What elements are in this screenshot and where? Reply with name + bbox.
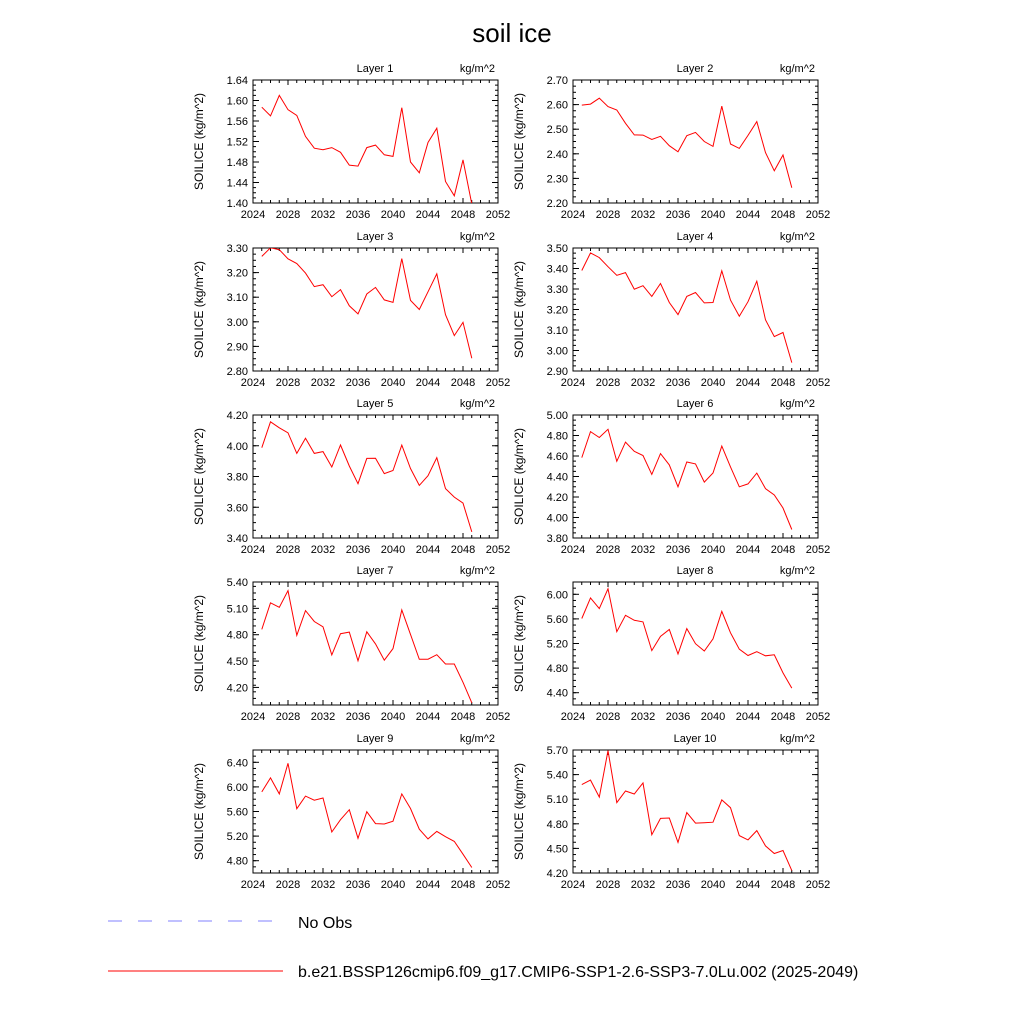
x-tick-label: 2048 [450, 377, 476, 389]
x-tick-label: 2028 [275, 377, 301, 389]
y-tick-label: 5.10 [546, 794, 568, 807]
y-tick-label: 2.40 [546, 148, 568, 161]
y-tick-label: 5.60 [226, 806, 248, 819]
y-tick-label: 5.60 [546, 613, 568, 626]
x-tick-label: 2052 [805, 544, 831, 556]
x-tick-label: 2044 [415, 209, 441, 221]
y-tick-label: 2.80 [226, 366, 248, 378]
y-axis-label: SOILICE (kg/m^2) [512, 93, 526, 190]
x-tick-label: 2048 [450, 879, 476, 891]
panel-layer-9 [192, 733, 510, 891]
x-tick-label: 2044 [415, 544, 441, 556]
y-tick-label: 1.40 [226, 198, 248, 210]
y-tick-label: 6.00 [546, 589, 568, 602]
y-tick-label: 3.40 [546, 263, 568, 276]
x-tick-label: 2032 [630, 711, 656, 723]
series-line-model [262, 591, 472, 703]
y-tick-label: 5.00 [546, 410, 568, 422]
y-tick-label: 3.60 [226, 502, 248, 515]
series-line-model [262, 95, 472, 204]
x-tick-label: 2044 [735, 711, 761, 723]
x-tick-label: 2044 [735, 209, 761, 221]
plot-frame [573, 415, 818, 538]
y-tick-label: 3.80 [546, 533, 568, 545]
x-tick-label: 2028 [595, 711, 621, 723]
x-tick-label: 2044 [735, 879, 761, 891]
x-tick-label: 2032 [630, 209, 656, 221]
y-tick-label: 2.50 [546, 124, 568, 137]
y-tick-label: 3.20 [226, 267, 248, 280]
y-tick-label: 2.90 [546, 366, 568, 378]
y-tick-label: 5.20 [226, 831, 248, 844]
y-tick-label: 4.80 [546, 430, 568, 443]
plot-frame [573, 248, 818, 371]
x-tick-label: 2024 [240, 544, 266, 556]
x-tick-label: 2028 [275, 879, 301, 891]
series-line-model [582, 589, 792, 688]
x-tick-label: 2028 [275, 544, 301, 556]
y-tick-label: 6.00 [226, 781, 248, 794]
y-tick-label: 4.20 [546, 868, 568, 880]
x-tick-label: 2048 [450, 209, 476, 221]
series-line-model [262, 422, 472, 532]
x-tick-label: 2044 [415, 377, 441, 389]
y-tick-label: 3.50 [546, 243, 568, 255]
x-tick-label: 2028 [595, 879, 621, 891]
panel-layer-4 [512, 231, 830, 389]
legend [108, 915, 858, 981]
y-tick-label: 4.80 [226, 629, 248, 642]
panel-units: kg/m^2 [459, 733, 495, 745]
panel-layer-7 [192, 565, 510, 723]
x-tick-label: 2048 [770, 711, 796, 723]
x-tick-label: 2032 [310, 711, 336, 723]
x-tick-label: 2024 [240, 209, 266, 221]
x-tick-label: 2032 [310, 544, 336, 556]
x-tick-label: 2044 [735, 377, 761, 389]
y-tick-label: 3.10 [226, 292, 248, 305]
series-line-model [582, 429, 792, 529]
y-tick-label: 2.90 [226, 341, 248, 354]
plot-frame [253, 415, 498, 538]
y-tick-label: 2.30 [546, 173, 568, 186]
y-tick-label: 5.40 [546, 769, 568, 782]
y-axis-label: SOILICE (kg/m^2) [512, 595, 526, 692]
legend-label-obs: No Obs [298, 915, 353, 932]
y-axis-label: SOILICE (kg/m^2) [512, 763, 526, 860]
y-tick-label: 3.00 [226, 316, 248, 329]
x-tick-label: 2052 [485, 711, 511, 723]
panel-layer-8 [512, 565, 830, 723]
x-tick-label: 2040 [380, 209, 406, 221]
series-line-model [582, 253, 792, 363]
panel-units: kg/m^2 [459, 398, 495, 410]
x-tick-label: 2028 [595, 377, 621, 389]
series-line-model [262, 248, 472, 358]
y-tick-label: 1.64 [226, 75, 248, 87]
panel-units: kg/m^2 [779, 398, 815, 410]
y-tick-label: 4.50 [546, 843, 568, 856]
panel-title: Layer 6 [676, 398, 714, 410]
y-tick-label: 2.20 [546, 198, 568, 210]
x-tick-label: 2032 [630, 377, 656, 389]
panel-title: Layer 8 [676, 565, 714, 577]
x-tick-label: 2048 [770, 879, 796, 891]
x-tick-label: 2028 [595, 209, 621, 221]
panel-title: Layer 5 [356, 398, 394, 410]
series-line-model [582, 98, 792, 188]
x-tick-label: 2032 [630, 544, 656, 556]
x-tick-label: 2036 [665, 209, 691, 221]
y-axis-label: SOILICE (kg/m^2) [192, 93, 206, 190]
y-tick-label: 1.44 [226, 177, 248, 190]
x-tick-label: 2048 [450, 711, 476, 723]
panel-title: Layer 10 [673, 733, 717, 745]
legend-label-model: b.e21.BSSP126cmip6.f09_g17.CMIP6-SSP1-2.6-SSP3-7.0Lu.002 (2025-2049) [298, 964, 859, 981]
panel-layer-5 [192, 398, 510, 556]
y-tick-label: 3.40 [226, 533, 248, 545]
plot-frame [253, 248, 498, 371]
x-tick-label: 2032 [310, 377, 336, 389]
x-tick-label: 2040 [380, 544, 406, 556]
y-tick-label: 1.48 [226, 157, 248, 169]
x-tick-label: 2048 [770, 209, 796, 221]
y-tick-label: 2.70 [546, 75, 568, 87]
y-axis-label: SOILICE (kg/m^2) [512, 261, 526, 358]
x-tick-label: 2040 [700, 544, 726, 556]
panel-layer-1 [192, 63, 510, 221]
y-tick-label: 4.80 [226, 855, 248, 868]
y-axis-label: SOILICE (kg/m^2) [192, 261, 206, 358]
x-tick-label: 2032 [630, 879, 656, 891]
x-tick-label: 2044 [415, 711, 441, 723]
panels [192, 63, 830, 891]
y-tick-label: 3.30 [546, 284, 568, 296]
x-tick-label: 2024 [560, 544, 586, 556]
y-tick-label: 4.80 [546, 663, 568, 676]
x-tick-label: 2052 [485, 879, 511, 891]
y-tick-label: 4.50 [226, 656, 248, 669]
x-tick-label: 2040 [700, 377, 726, 389]
y-tick-label: 4.40 [546, 471, 568, 484]
plot-frame [253, 750, 498, 873]
y-axis-label: SOILICE (kg/m^2) [192, 763, 206, 860]
x-tick-label: 2036 [345, 544, 371, 556]
panel-title: Layer 3 [356, 231, 394, 243]
y-tick-label: 4.20 [226, 410, 248, 422]
plot-frame [253, 80, 498, 203]
x-tick-label: 2036 [345, 879, 371, 891]
x-tick-label: 2032 [310, 879, 336, 891]
panel-units: kg/m^2 [459, 565, 495, 577]
y-tick-label: 5.10 [226, 603, 248, 616]
panel-title: Layer 4 [676, 231, 714, 243]
y-tick-label: 3.80 [226, 471, 248, 484]
panel-layer-3 [192, 231, 510, 389]
x-tick-label: 2052 [805, 711, 831, 723]
x-tick-label: 2036 [665, 377, 691, 389]
panel-title: Layer 2 [676, 63, 714, 75]
x-tick-label: 2024 [560, 879, 586, 891]
x-tick-label: 2036 [345, 377, 371, 389]
x-tick-label: 2040 [700, 209, 726, 221]
y-tick-label: 5.40 [226, 577, 248, 589]
x-tick-label: 2052 [805, 879, 831, 891]
x-tick-label: 2052 [805, 209, 831, 221]
x-tick-label: 2024 [560, 377, 586, 389]
x-tick-label: 2036 [665, 879, 691, 891]
x-tick-label: 2052 [805, 377, 831, 389]
x-tick-label: 2024 [560, 711, 586, 723]
x-tick-label: 2036 [345, 711, 371, 723]
y-axis-label: SOILICE (kg/m^2) [192, 428, 206, 525]
x-tick-label: 2024 [560, 209, 586, 221]
panel-title: Layer 7 [356, 565, 394, 577]
x-tick-label: 2040 [700, 879, 726, 891]
x-tick-label: 2040 [380, 377, 406, 389]
series-line-model [582, 751, 792, 871]
panel-layer-6 [512, 398, 830, 556]
y-axis-label: SOILICE (kg/m^2) [192, 595, 206, 692]
y-tick-label: 3.00 [546, 345, 568, 358]
y-tick-label: 1.52 [226, 136, 248, 149]
series-line-model [262, 763, 472, 867]
y-tick-label: 4.40 [546, 687, 568, 700]
panel-layer-10 [512, 733, 830, 891]
x-tick-label: 2052 [485, 377, 511, 389]
panel-units: kg/m^2 [779, 231, 815, 243]
plot-frame [573, 80, 818, 203]
x-tick-label: 2048 [770, 544, 796, 556]
y-tick-label: 4.00 [226, 440, 248, 453]
panel-units: kg/m^2 [459, 231, 495, 243]
x-tick-label: 2044 [735, 544, 761, 556]
x-tick-label: 2036 [665, 544, 691, 556]
x-tick-label: 2048 [450, 544, 476, 556]
x-tick-label: 2028 [275, 711, 301, 723]
y-tick-label: 3.10 [546, 325, 568, 337]
y-tick-label: 5.20 [546, 638, 568, 651]
panel-units: kg/m^2 [779, 733, 815, 745]
x-tick-label: 2028 [275, 209, 301, 221]
x-tick-label: 2036 [665, 711, 691, 723]
x-tick-label: 2040 [380, 711, 406, 723]
y-tick-label: 4.20 [546, 492, 568, 504]
panel-units: kg/m^2 [459, 63, 495, 75]
y-tick-label: 4.20 [226, 682, 248, 695]
y-tick-label: 4.80 [546, 818, 568, 831]
y-tick-label: 3.20 [546, 304, 568, 317]
panel-title: Layer 1 [356, 63, 394, 75]
y-tick-label: 4.00 [546, 512, 568, 525]
x-tick-label: 2040 [700, 711, 726, 723]
panel-units: kg/m^2 [779, 565, 815, 577]
x-tick-label: 2032 [310, 209, 336, 221]
y-axis-label: SOILICE (kg/m^2) [512, 428, 526, 525]
x-tick-label: 2028 [595, 544, 621, 556]
y-tick-label: 4.60 [546, 451, 568, 463]
y-tick-label: 1.60 [226, 95, 248, 108]
x-tick-label: 2052 [485, 544, 511, 556]
x-tick-label: 2052 [485, 209, 511, 221]
panel-units: kg/m^2 [779, 63, 815, 75]
x-tick-label: 2024 [240, 711, 266, 723]
y-tick-label: 1.56 [226, 116, 248, 128]
x-tick-label: 2048 [770, 377, 796, 389]
x-tick-label: 2040 [380, 879, 406, 891]
y-tick-label: 6.40 [226, 757, 248, 770]
x-tick-label: 2024 [240, 879, 266, 891]
figure-title: soil ice [472, 18, 552, 48]
y-tick-label: 5.70 [546, 745, 568, 757]
panel-title: Layer 9 [356, 733, 394, 745]
plot-frame [573, 750, 818, 873]
y-tick-label: 3.30 [226, 243, 248, 255]
y-tick-label: 2.60 [546, 99, 568, 112]
x-tick-label: 2044 [415, 879, 441, 891]
x-tick-label: 2036 [345, 209, 371, 221]
x-tick-label: 2024 [240, 377, 266, 389]
panel-layer-2 [512, 63, 830, 221]
